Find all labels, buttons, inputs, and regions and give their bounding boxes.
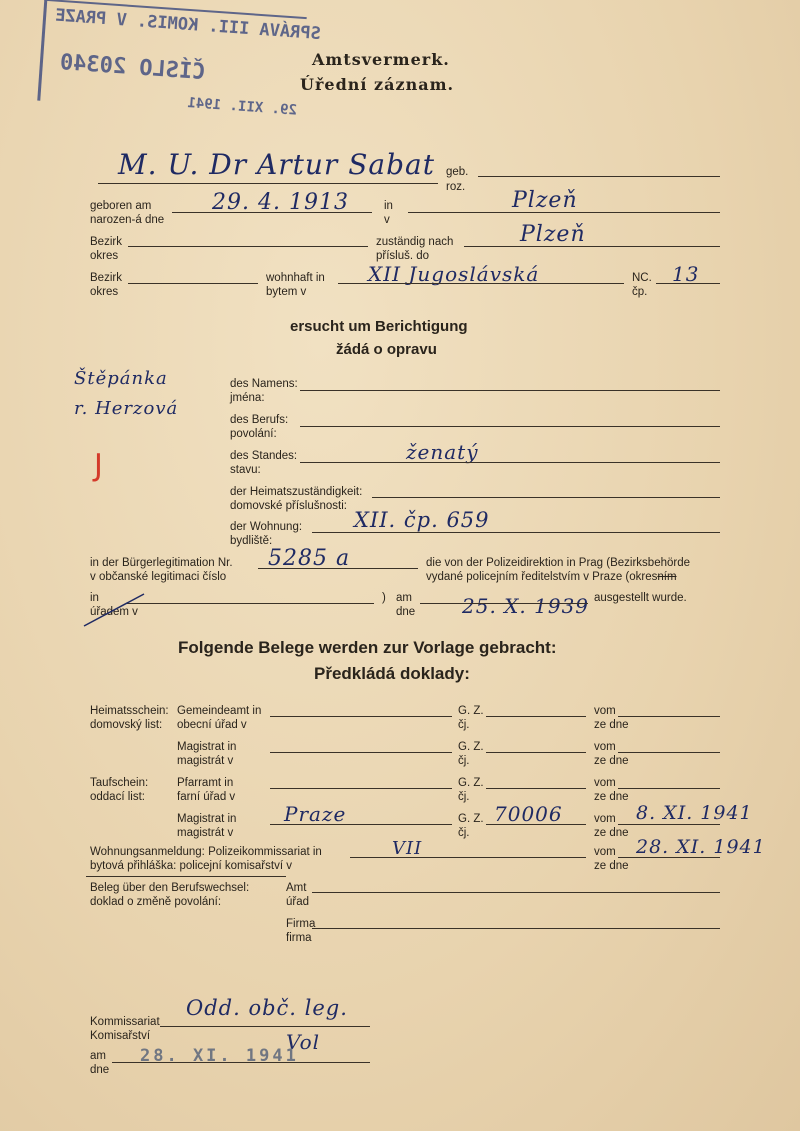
residence-reg-date: 28. XI. 1941 [636, 836, 766, 858]
domicile-cert-de: Heimatsschein: [90, 705, 169, 717]
geb-line [478, 176, 720, 177]
office-strikethrough [80, 590, 150, 630]
district2-cs: okres [90, 286, 119, 298]
margin-note-1: Štěpánka [74, 368, 168, 389]
firm-field-cs: firma [286, 932, 312, 944]
cj-label: čj. [458, 719, 470, 731]
name-field-line [300, 390, 720, 391]
gz-label: G. Z. [458, 705, 484, 717]
issued-label-cs: dne [396, 606, 416, 618]
paren-close: ) [382, 592, 386, 604]
vom-label: vom [594, 741, 616, 753]
vom-line [618, 752, 720, 753]
commissariat-handwritten-2: Vol [286, 1030, 321, 1054]
job-change-de: Beleg über den Berufswechsel: [90, 882, 250, 894]
status-field-cs: stavu: [230, 464, 261, 476]
vom2-line [618, 824, 720, 825]
vom-label: vom [594, 777, 616, 789]
status-handwritten: ženatý [406, 440, 479, 464]
ze-dne-label: ze dne [594, 755, 629, 767]
parish-office-de: Pfarramt in [177, 777, 234, 789]
residence-reg-de: Wohnungsanmeldung: Polizeikommissariat in [90, 846, 322, 858]
commissariat-de: Kommissariat [90, 1016, 160, 1028]
name-handwritten: M. U. Dr Artur Sabat [118, 148, 435, 181]
birth-place: Plzeň [512, 188, 578, 213]
office-label-cs: úřadem v [90, 606, 138, 618]
office-field-de: Amt [286, 882, 307, 894]
domicile-cert-cs: domovský list: [90, 719, 163, 731]
date-stamp: 28. XI. 1941 [140, 1046, 299, 1066]
residence-reg-date-line [618, 857, 720, 858]
ze-dne-label: ze dne [594, 860, 629, 872]
geb-label: geb. [446, 166, 469, 178]
municipal-office-cs: obecní úřad v [177, 719, 247, 731]
district1-line [128, 246, 368, 247]
house-number-handwritten: 13 [672, 262, 700, 286]
commissariat-line [160, 1026, 370, 1027]
cj-label: čj. [458, 755, 470, 767]
firm-field-de: Firma [286, 918, 316, 930]
in-label-cs: v [384, 214, 390, 226]
profession-field-line [300, 426, 720, 427]
cj-label: čj. [458, 827, 470, 839]
id-card-line [258, 568, 418, 569]
municipal-office-line [270, 716, 452, 717]
residence-reg-handwritten: VII [392, 838, 423, 859]
office-label-de: in [90, 592, 99, 604]
issued-date-line [420, 603, 588, 604]
status-field-line [300, 462, 720, 463]
residence-label-cs: bytem v [266, 286, 307, 298]
gz-line [486, 716, 586, 717]
vom-label: vom [594, 846, 616, 858]
gz2-line [486, 824, 586, 825]
domicile-handwritten: Plzeň [520, 222, 586, 247]
birth-place-line [408, 212, 720, 213]
born-label-cs: narozen-á dne [90, 214, 165, 226]
dwelling-field-line [312, 532, 720, 533]
born-label-de: geboren am [90, 200, 152, 212]
district1-de: Bezirk [90, 236, 122, 248]
domicile-line [464, 246, 720, 247]
residence-label-de: wohnhaft in [266, 272, 325, 284]
municipal-office-de: Gemeindeamt in [177, 705, 262, 717]
domicile-field-cs: domovské příslušnosti: [230, 500, 347, 512]
issued-suffix: ausgestellt wurde. [594, 592, 687, 604]
domicile-label-de: zuständig nach [376, 236, 454, 248]
gz-label: G. Z. [458, 813, 484, 825]
police-directorate-cs: vydané policejním ředitelstvím v Praze (okresním [426, 571, 677, 583]
date-label-de: am [90, 1050, 106, 1062]
id-card-number: 5285 a [268, 546, 351, 571]
magistrate2-de: Magistrat in [177, 813, 237, 825]
dwelling-field-de: der Wohnung: [230, 521, 303, 533]
request-heading-cs: žádá o opravu [336, 341, 437, 358]
roz-label: roz. [446, 181, 466, 193]
issued-label-de: am [396, 592, 412, 604]
house-number-label-de: NC. [632, 272, 652, 284]
dwelling-handwritten: XII. čp. 659 [354, 508, 490, 532]
red-mark: J [94, 448, 103, 483]
gz-label: G. Z. [458, 741, 484, 753]
vom-label: vom [594, 813, 616, 825]
stamp-line-2: ČÍSLO 20340 [59, 50, 207, 86]
vom2-handwritten: 8. XI. 1941 [636, 802, 753, 824]
parish-office-line [270, 788, 452, 789]
magistrate-line [270, 752, 452, 753]
commissariat-cs: Komisařství [90, 1030, 151, 1042]
name-line [98, 183, 438, 184]
request-heading-de: ersucht um Berichtigung [290, 318, 468, 335]
magistrate2-line [270, 824, 452, 825]
district2-de: Bezirk [90, 272, 122, 284]
ze-dne-label: ze dne [594, 827, 629, 839]
stamp-line-1: SPRÁVA III. KOMIS. V PRAZE [54, 5, 322, 45]
name-field-cs: jména: [230, 392, 265, 404]
residence-handwritten: XII Jugoslávská [368, 262, 540, 286]
birth-date-line [172, 212, 372, 213]
commissariat-handwritten: Odd. obč. leg. [186, 996, 348, 1020]
district1-cs: okres [90, 250, 119, 262]
profession-field-de: des Berufs: [230, 414, 289, 426]
name-field-de: des Namens: [230, 378, 298, 390]
gz-line [486, 752, 586, 753]
id-card-label-cs: v občanské legitimaci číslo [90, 571, 227, 583]
office-line [126, 603, 374, 604]
vom-line [618, 788, 720, 789]
cj-label: čj. [458, 791, 470, 803]
profession-field-cs: povolání: [230, 428, 277, 440]
district2-line [128, 283, 258, 284]
magistrate-de: Magistrat in [177, 741, 237, 753]
vom-label: vom [594, 705, 616, 717]
title-czech: Úřední záznam. [300, 75, 455, 94]
stamp-line-3: 29. XII. 1941 [186, 95, 298, 119]
ze-dne-label: ze dne [594, 719, 629, 731]
date-line [112, 1062, 370, 1063]
office-field-cs: úřad [286, 896, 310, 908]
house-number-line [656, 283, 720, 284]
status-field-de: des Standes: [230, 450, 298, 462]
in-label-de: in [384, 200, 393, 212]
residence-reg-cs: bytová přihláška: policejní komisařství v [90, 860, 292, 872]
firm-field-line [312, 928, 720, 929]
baptism-cert-cs: oddací list: [90, 791, 145, 803]
date-label-cs: dne [90, 1064, 110, 1076]
margin-note-2: r. Herzová [74, 398, 179, 419]
job-change-rule [86, 876, 286, 877]
title-german: Amtsvermerk. [312, 50, 450, 69]
ze-dne-label: ze dne [594, 791, 629, 803]
residence-reg-line [350, 857, 586, 858]
magistrate2-cs: magistrát v [177, 827, 234, 839]
documents-heading-cs: Předkládá doklady: [314, 664, 470, 683]
dwelling-field-cs: bydliště: [230, 535, 273, 547]
job-change-cs: doklad o změně povolání: [90, 896, 222, 908]
vom-line [618, 716, 720, 717]
magistrate-cs: magistrát v [177, 755, 234, 767]
domicile-label-cs: přísluš. do [376, 250, 430, 262]
gz-line [486, 788, 586, 789]
house-number-label-cs: čp. [632, 286, 648, 298]
residence-line [338, 283, 624, 284]
magistrate2-handwritten: Praze [284, 802, 347, 826]
birth-date: 29. 4. 1913 [212, 190, 349, 215]
domicile-field-de: der Heimatszuständigkeit: [230, 486, 363, 498]
id-card-label-de: in der Bürgerlegitimation Nr. [90, 557, 233, 569]
parish-office-cs: farní úřad v [177, 791, 236, 803]
gz2-handwritten: 70006 [494, 802, 563, 826]
baptism-cert-de: Taufschein: [90, 777, 149, 789]
police-directorate-de: die von der Polizeidirektion in Prag (Bezirksbehörde [426, 557, 691, 569]
domicile-field-line [372, 497, 720, 498]
documents-heading-de: Folgende Belege werden zur Vorlage gebracht: [178, 638, 557, 657]
gz-label: G. Z. [458, 777, 484, 789]
issued-date: 25. X. 1939 [462, 594, 590, 618]
office-stamp [36, 0, 322, 133]
office-field-line [312, 892, 720, 893]
